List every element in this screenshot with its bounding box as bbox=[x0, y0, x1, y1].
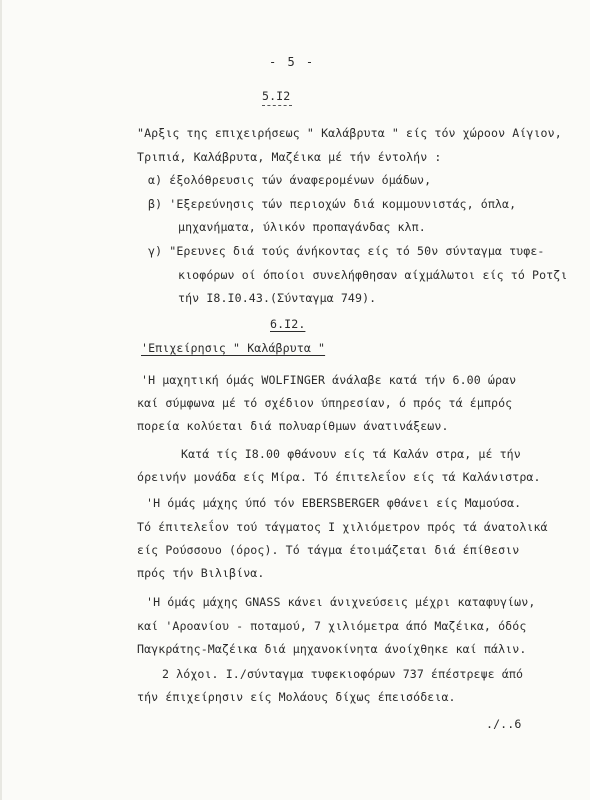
paragraph-line-6: 'Η όμάς μάχης ύπό τόν EBERSBERGER φθάνει είς Μαμούσα. bbox=[146, 496, 522, 510]
list-item-a: α) έξολόθρευσις τών άναφερομένων όμάδων, bbox=[148, 173, 432, 187]
paragraph-line-12: Παγκράτης-Μαζέικα διά μηχανοκίνητα άνοίχθηκε καί πάλιν. bbox=[137, 642, 527, 656]
paragraph-line-10: 'Η όμάς μάχης GNASS κάνει άνιχνεύσεις μέχρι καταφυγίων, bbox=[146, 595, 536, 609]
intro-line-2: Τριπιά, Καλάβρυτα, Μαζέικα μέ τήν έντολήν : bbox=[137, 150, 442, 164]
paragraph-line-2: καί σύμφωνα μέ τό σχέδιον ύπηρεσίαν, ό πρός τά έμπρός bbox=[137, 396, 513, 410]
paragraph-line-14: τήν έπιχείρησιν είς Μολάους δίχως έπεισόδεια. bbox=[137, 690, 456, 704]
page-number: - 5 - bbox=[269, 55, 316, 69]
paragraph-line-1: 'Η μαχητική όμάς WOLFINGER άνάλαβε κατά τήν 6.00 ώραν bbox=[141, 373, 517, 387]
heading-separator bbox=[262, 105, 292, 106]
section-heading-5-12: 5.I2 bbox=[262, 89, 291, 103]
paragraph-line-7: Τό έπιτελεΐον τού τάγματος Ι χιλιόμετρον πρός τά άνατολικά bbox=[137, 520, 548, 534]
paragraph-line-4: Κατά τίς Ι8.00 φθάνουν είς τά Καλάν στρα, μέ τήν bbox=[181, 447, 521, 461]
list-item-c: γ) "Ερευνες διά τούς άνήκοντας είς τό 50ν σύνταγμα τυφε- bbox=[148, 244, 545, 258]
paragraph-line-5: όρεινήν μονάδα είς Μίρα. Τό έπιτελεΐον είς τά Καλάνιστρα. bbox=[137, 470, 541, 484]
section-heading-6-12: 6.Ι2. bbox=[270, 317, 306, 331]
paragraph-line-8: είς Ρούσσουο (όρος). Τό τάγμα έτοιμάζεται διά έπίθεσιν bbox=[137, 543, 520, 557]
continuation-marker: ./..6 bbox=[486, 717, 522, 731]
list-item-b-cont: μηχανήματα, ύλικόν προπαγάνδας κλπ. bbox=[178, 220, 426, 234]
intro-line-1: "Αρξις της επιχειρήσεως " Καλάβρυτα " είς τόν χώροον Αίγιον, bbox=[137, 126, 562, 140]
paragraph-line-11: καί 'Αροανίου - ποταμού, 7 χιλιόμετρα άπό Μαζέικα, όδός bbox=[137, 619, 527, 633]
list-item-c-cont-1: κιοφόρων οί όποίοι συνελήφθησαν αίχμάλωτοι είς τό Ροτζι bbox=[178, 268, 568, 282]
page-edge bbox=[0, 0, 2, 800]
paragraph-line-9: πρός τήν Βιλιβίνα. bbox=[137, 566, 265, 580]
operation-subtitle: 'Επιχείρησις " Καλάβρυτα " bbox=[141, 341, 326, 355]
paragraph-line-3: πορεία κολύεται διά πολυαρίθμων άνατινάξεων. bbox=[137, 419, 449, 433]
list-item-c-cont-2: τήν Ι8.Ι0.43.(Σύνταγμα 749). bbox=[178, 291, 377, 305]
list-item-b: β) 'Εξερεύνησις τών περιοχών διά κομμουνιστάς, όπλα, bbox=[148, 197, 517, 211]
paragraph-line-13: 2 λόχοι. Ι./σύνταγμα τυφεκιοφόρων 737 έπέστρεψε άπό bbox=[162, 667, 524, 681]
